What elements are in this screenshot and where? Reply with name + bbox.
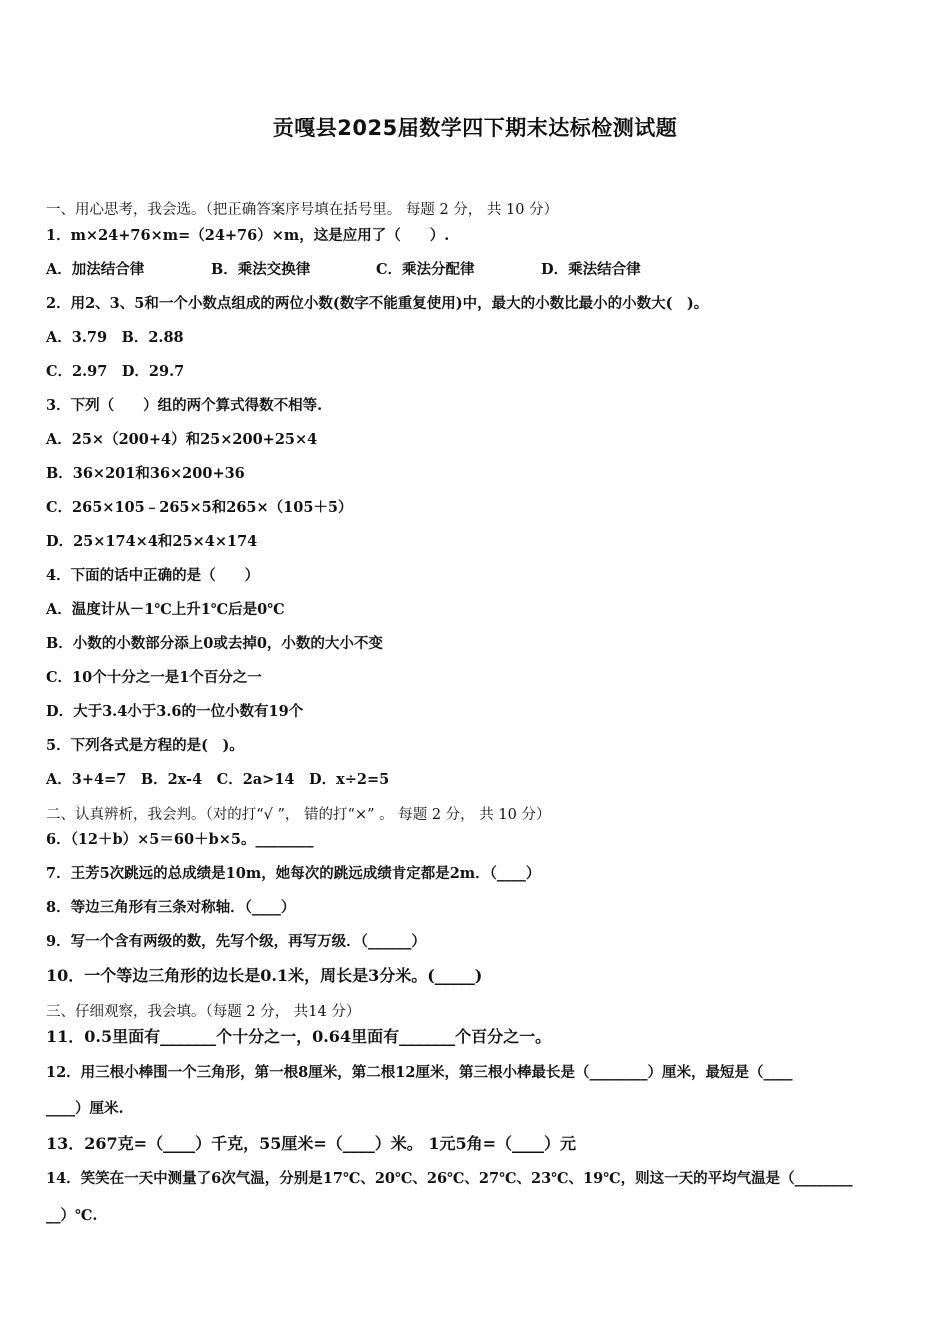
question-13: 13．267克=（____）千克，55厘米=（____）米。 1元5角=（____）元 (46, 1134, 576, 1153)
question-12-line1: 12．用三根小棒围一个三角形，第一根8厘米，第二根12厘米，第三根小棒最长是（________）厘米，最短是（____ (46, 1064, 793, 1081)
section3-heading: 三、仔细观察，我会填。（每题 2 分， 共14 分） (46, 1004, 361, 1020)
question-5-options: A．3+4=7 B．2x-4 C．2a>14 D．x÷2=5 (46, 771, 390, 788)
question-5-stem: 5．下列各式是方程的是( )。 (46, 737, 244, 754)
option-a: A．加法结合律 (46, 261, 145, 278)
question-7: 7．王芳5次跳远的总成绩是10m，她每次的跳远成绩肯定都是2m．（____） (46, 865, 541, 882)
question-14-line2: __）℃. (46, 1207, 98, 1224)
question-4-option-b: B．小数的小数部分添上0或去掉0，小数的大小不变 (46, 635, 383, 652)
question-4-option-c: C．10个十分之一是1个百分之一 (46, 669, 262, 686)
page-title: 贡嘎县2025届数学四下期末达标检测试题 (272, 116, 678, 140)
question-1-stem: 1．m×24+76×m=（24+76）×m，这是应用了（ ）. (46, 227, 450, 244)
question-4-option-a: A．温度计从－1℃上升1℃后是0℃ (46, 601, 285, 618)
question-9: 9．写一个含有两级的数，先写个级，再写万级．（______） (46, 933, 426, 950)
question-14-line1: 14．笑笑在一天中测量了6次气温，分别是17℃、20℃、26℃、27℃、23℃、19℃，则这一天的平均气温是（________ (46, 1170, 853, 1187)
question-6: 6．（12＋b）×5＝60＋b×5。________ (46, 831, 314, 848)
question-2-options-row1: A．3.79 B．2.88 (46, 329, 184, 346)
option-d: D．乘法结合律 (541, 261, 641, 278)
question-8: 8．等边三角形有三条对称轴．（____） (46, 899, 296, 916)
question-1-options (46, 260, 706, 280)
question-2-stem: 2．用2、3、5和一个小数点组成的两位小数(数字不能重复使用)中，最大的小数比最小的小数大( )。 (46, 295, 709, 312)
question-11: 11．0.5里面有_______个十分之一，0.64里面有_______个百分之一。 (46, 1027, 552, 1046)
question-3-option-d: D．25×174×4和25×4×174 (46, 533, 258, 550)
question-3-option-c: C．265×105﹣265×5和265×（105＋5） (46, 499, 353, 516)
question-4-stem: 4．下面的话中正确的是（ ） (46, 567, 260, 584)
question-3-stem: 3．下列（ ）组的两个算式得数不相等. (46, 397, 323, 414)
question-10: 10．一个等边三角形的边长是0.1米，周长是3分米。(_____) (46, 966, 483, 985)
question-3-option-b: B．36×201和36×200+36 (46, 465, 245, 482)
question-2-options-row2: C．2.97 D．29.7 (46, 363, 185, 380)
section2-heading: 二、认真辨析，我会判。（对的打“√ ”， 错的打“×” 。 每题 2 分， 共 10 分） (46, 807, 551, 823)
option-c: C．乘法分配律 (376, 261, 475, 278)
option-b: B．乘法交换律 (211, 261, 311, 278)
question-12-line2: ____）厘米. (46, 1100, 124, 1117)
section1-heading: 一、用心思考，我会选。（把正确答案序号填在括号里。 每题 2 分， 共 10 分） (46, 202, 559, 218)
question-3-option-a: A．25×（200+4）和25×200+25×4 (46, 431, 318, 448)
question-4-option-d: D．大于3.4小于3.6的一位小数有19个 (46, 703, 304, 720)
